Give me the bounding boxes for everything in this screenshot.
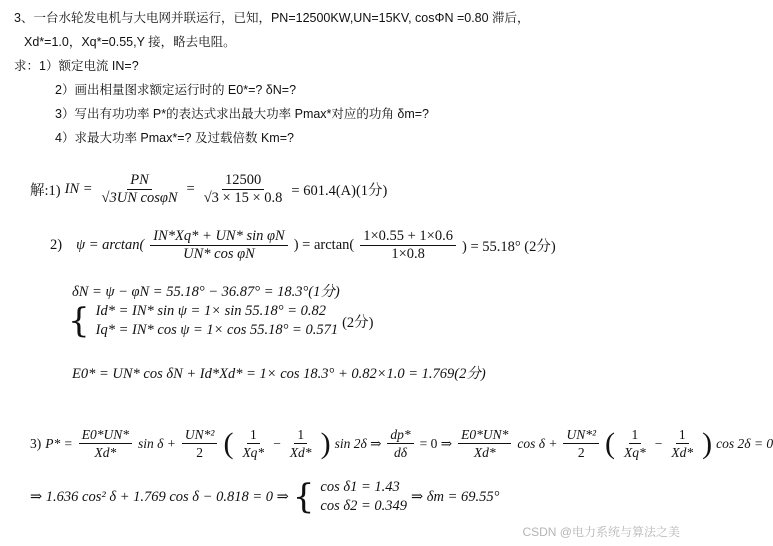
step7-cos-delta1: cos δ1 = 1.43 — [320, 479, 400, 495]
step6-fraction-e0un — [79, 426, 132, 461]
step4-equation-stack — [96, 302, 338, 340]
step6-num-e0un: E0*UN* — [79, 426, 132, 444]
right-paren-icon: ) — [320, 426, 331, 460]
step4-equation-id: Id* = IN* sin ψ = 1× sin 55.18° = 0.82 — [95, 303, 327, 319]
right-paren-icon-2: ) — [702, 426, 713, 460]
step1-numerator-2: 12500 — [222, 172, 264, 190]
problem-line-3: 求：1）额定电流 IN=? — [14, 59, 139, 73]
step6-den-2-2: 2 — [577, 445, 585, 460]
step4-score: (2分) — [342, 314, 374, 331]
solution-step-5: E0* = UN* cos δN + Id*Xd* = 1× cos 18.3° + 0.82×1.0 = 1.769(2分) — [72, 366, 486, 382]
step1-fraction-1 — [99, 172, 181, 207]
step2-fraction-1 — [150, 228, 287, 263]
step6-minus-2: − — [654, 435, 663, 451]
step2-denominator-2: 1×0.8 — [391, 246, 425, 262]
step6-fraction-1-xq — [239, 426, 267, 461]
step6-fraction-1-xd — [287, 426, 315, 461]
step6-num-e0un-2: E0*UN* — [458, 426, 511, 444]
step6-num-1b: 1 — [294, 426, 307, 444]
step6-den-xq: Xq* — [242, 445, 265, 460]
step6-fraction-dp — [387, 426, 413, 461]
solution-step-4 — [68, 302, 374, 340]
solution-step-3: δN = ψ − φN = 55.18° − 36.87° = 18.3°(1分) — [72, 284, 340, 300]
step2-numerator-2: 1×0.55 + 1×0.6 — [360, 228, 456, 246]
step6-den-xd: Xd* — [94, 445, 117, 460]
step6-num-1a: 1 — [247, 426, 260, 444]
step1-denominator: √3UN cosφN — [101, 190, 178, 206]
step1-equals: = — [186, 181, 195, 197]
step6-den-xd2: Xd* — [289, 445, 312, 460]
step6-lhs: P* = — [45, 435, 73, 451]
step6-fraction-un2 — [182, 426, 218, 461]
step6-fraction-e0un-2 — [458, 426, 511, 461]
step6-num-un2: UN*² — [182, 426, 218, 444]
watermark: CSDN @电力系统与算法之美 — [522, 525, 680, 539]
problem-line-4: 2）画出相量图求额定运行时的 E0*=? δN=? — [55, 83, 297, 97]
step6-num-dp: dp* — [387, 426, 413, 444]
solution-step-1 — [30, 172, 387, 207]
step7-solution-stack — [320, 478, 407, 516]
step2-mid: ) = arctan( — [293, 237, 355, 253]
step6-minus: − — [273, 435, 281, 451]
step2-denominator: UN* cos φN — [183, 246, 255, 262]
step6-den-ddelta: dδ — [394, 445, 408, 460]
step1-fraction-2 — [201, 172, 286, 207]
step7-result: ⇒ δm = 69.55° — [411, 488, 500, 505]
step2-prefix: 2) — [50, 237, 63, 253]
step6-num-un2-2: UN*² — [563, 426, 599, 444]
step2-fraction-2 — [360, 228, 456, 263]
problem-line-1: 3、一台水轮发电机与大电网并联运行，已知，PN=12500KW,UN=15KV, cosΦN =0.80 滞后， — [14, 11, 530, 25]
solution-step-2 — [50, 228, 556, 263]
step6-sin-delta: sin δ + — [137, 435, 176, 451]
step4-equation-iq: Iq* = IN* cos ψ = 1× cos 55.18° = 0.571 — [95, 322, 339, 338]
problem-line-2: Xd*=1.0，Xq*=0.55,Y 接，略去电阻。 — [24, 35, 236, 49]
problem-line-6: 4）求最大功率 Pmax*=? 及过载倍数 Km=? — [55, 131, 294, 145]
step6-fraction-un2-2 — [563, 426, 599, 461]
step6-num-1c: 1 — [629, 426, 642, 444]
step7-lhs: ⇒ 1.636 cos² δ + 1.769 cos δ − 0.818 = 0 ⇒ — [30, 488, 289, 505]
step6-fraction-1-xq-2 — [621, 426, 649, 461]
step1-denominator-2: √3 × 15 × 0.8 — [203, 190, 283, 206]
step1-prefix: 解:1) — [30, 183, 61, 199]
solution-step-7 — [30, 478, 499, 516]
step6-prefix: 3) — [30, 435, 42, 451]
solution-step-6 — [30, 426, 773, 461]
step6-num-1d: 1 — [676, 426, 689, 444]
step2-result: ) = 55.18° (2分) — [462, 239, 556, 255]
step6-den-2: 2 — [196, 445, 204, 460]
step6-den-xd-4: Xd* — [671, 445, 694, 460]
left-paren-icon: ( — [223, 426, 234, 460]
left-paren-icon-2: ( — [605, 426, 616, 460]
step6-cos-delta: cos δ + — [517, 435, 558, 451]
step2-numerator: IN*Xq* + UN* sin φN — [150, 228, 287, 246]
step6-den-xq-2: Xq* — [624, 445, 646, 460]
problem-line-5: 3）写出有功功率 P*的表达式求出最大功率 Pmax*对应的功角 δm=? — [55, 107, 430, 121]
step2-lhs: ψ = arctan( — [76, 237, 145, 253]
step7-cos-delta2: cos δ2 = 0.349 — [320, 498, 408, 514]
step1-lhs: IN = — [64, 181, 93, 197]
step6-fraction-1-xd-2 — [668, 426, 696, 461]
step6-den-xd-3: Xd* — [473, 445, 496, 460]
step6-zero: = 0 ⇒ — [419, 435, 453, 451]
step6-sin-2delta: sin 2δ ⇒ — [334, 435, 382, 451]
step1-numerator: PN — [127, 172, 152, 190]
step6-cos-2delta: cos 2δ = 0 — [716, 435, 773, 451]
step1-result: = 601.4(A)(1分) — [291, 183, 388, 199]
left-brace-icon: { — [68, 301, 90, 341]
left-brace-icon-2: { — [292, 477, 315, 517]
